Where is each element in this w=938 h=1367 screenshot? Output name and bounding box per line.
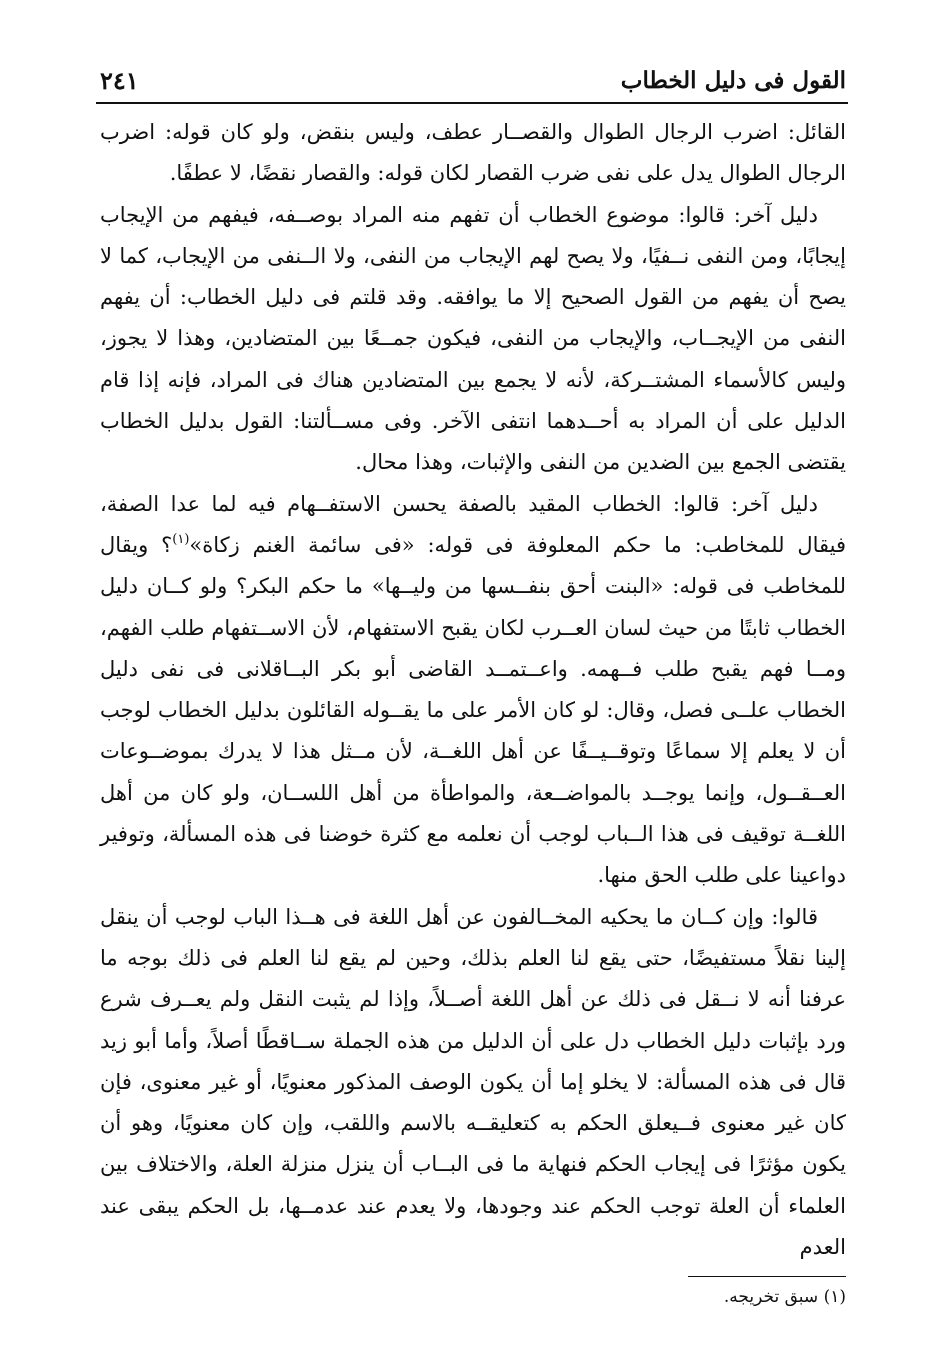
main-text — [100, 112, 846, 1268]
paragraph-3-part-1: دليل آخر: قالوا: الخطاب المقيد بالصفة يحسن الاستفــهام فيه لما عدا الصفة، فيقال للمخاطب: ما حكم المعلوفة فى قوله: «فى سائمة الغنم زكاة» — [100, 491, 847, 557]
header-rule — [96, 102, 848, 104]
paragraph-3 — [100, 484, 846, 897]
paragraph-2: دليل آخر: قالوا: موضوع الخطاب أن تفهم منه المراد بوصــفه، فيفهم من الإيجاب إيجابًا، ومن النفى نــفيًا، ولا يصح لهم الإيجاب من النفى، ولا الــنفى من الإيجاب، كما لا يصح أن يفهم من القول الصحيح إلا ما يوافقه. وقد قلتم فى دليل الخطاب: أن يفهم النفى من الإيجــاب، والإيجاب من النفى، فيكون جمــعًا بين المتضادين، وهذا لا يجوز، وليس كالأسماء المشتــركة، لأنه لا يجمع بين المتضادين هناك فى المراد، فإنه إذا قام الدليل على أن المراد به أحــدهما انتفى الآخر. وفى مســألتنا: القول بدليل الخطاب يقتضى الجمع بين الضدين من النفى والإثبات، وهذا محال. — [100, 202, 846, 475]
paragraph-4: قالوا: وإن كــان ما يحكيه المخــالفون عن أهل اللغة فى هــذا الباب لوجب أن ينقل إلينا نقلاً مستفيضًا، حتى يقع لنا العلم بذلك، وحين لم يقع لنا العلم فى ذلك بوجه ما عرفنا أنه لا نــقل فى ذلك عن أهل اللغة أصــلاً، وإذا لم يثبت النقل ولم يعــرف شرع ورد بإثبات دليل الخطاب دل على أن الدليل من هذه الجملة ســاقطًا أصلاً، وأما أبو زيد قال فى هذه المسألة: لا يخلو إما أن يكون الوصف المذكور معنويًا، أو غير معنوى، فإن كان غير معنوى فــيعلق الحكم به كتعليقــه بالاسم واللقب، وإن كان معنويًا، وهو أن يكون مؤثرًا فى إيجاب الحكم فنهاية ما فى البــاب أن ينزل منزلة العلة، والاختلاف بين العلماء أن العلة توجب الحكم عند وجودها، ولا يعدم عند عدمــها، بل الحكم يبقى عند العدم — [100, 904, 846, 1260]
page-number: ٢٤١ — [100, 66, 139, 95]
footnote-rule — [688, 1276, 846, 1277]
footnote: (١) سبق تخريجه. — [723, 1287, 846, 1307]
running-header — [100, 60, 846, 96]
header-title: القول فى دليل الخطاب — [620, 67, 846, 94]
paragraph-3-part-2: ؟ ويقال للمخاطب فى قوله: «البنت أحق بنفــسها من وليــها» ما حكم البكر؟ ولو كــان دليل الخطاب ثابتًا من حيث لسان العــرب لكان يقبح الاستفهام، لأن الاســتفهام طلب الفهم، ومــا فهم يقبح طلب فــهمه. واعــتمــد القاضى أبو بكر البــاقلانى فى نفى دليل الخطاب علــى فصل، وقال: لو كان الأمر على ما يقــوله القائلون بدليل الخطاب لوجب أن لا يعلم إلا سماعًا وتوقــيــفًا عن أهل اللغــة، لأن مــثل هذا لا يدرك بموضــوعات العــقــول، وإنما يوجــد بالمواضــعة، والمواطأة من أهل اللســان، ولو كان من أهل اللغــة توقيف فى هذا الــباب لوجب أن نعلمه مع كثرة خوضنا فى هذه المسألة، وتوفير دواعينا على طلب الحق منها. — [100, 532, 846, 888]
footnote-reference: (١) — [172, 531, 190, 547]
paragraph-1: القائل: اضرب الرجال الطوال والقصــار عطف، وليس بنقض، ولو كان قوله: اضرب الرجال الطوال يدل على نفى ضرب القصار لكان قوله: والقصار نقضًا، لا عطفًا. — [100, 120, 846, 186]
